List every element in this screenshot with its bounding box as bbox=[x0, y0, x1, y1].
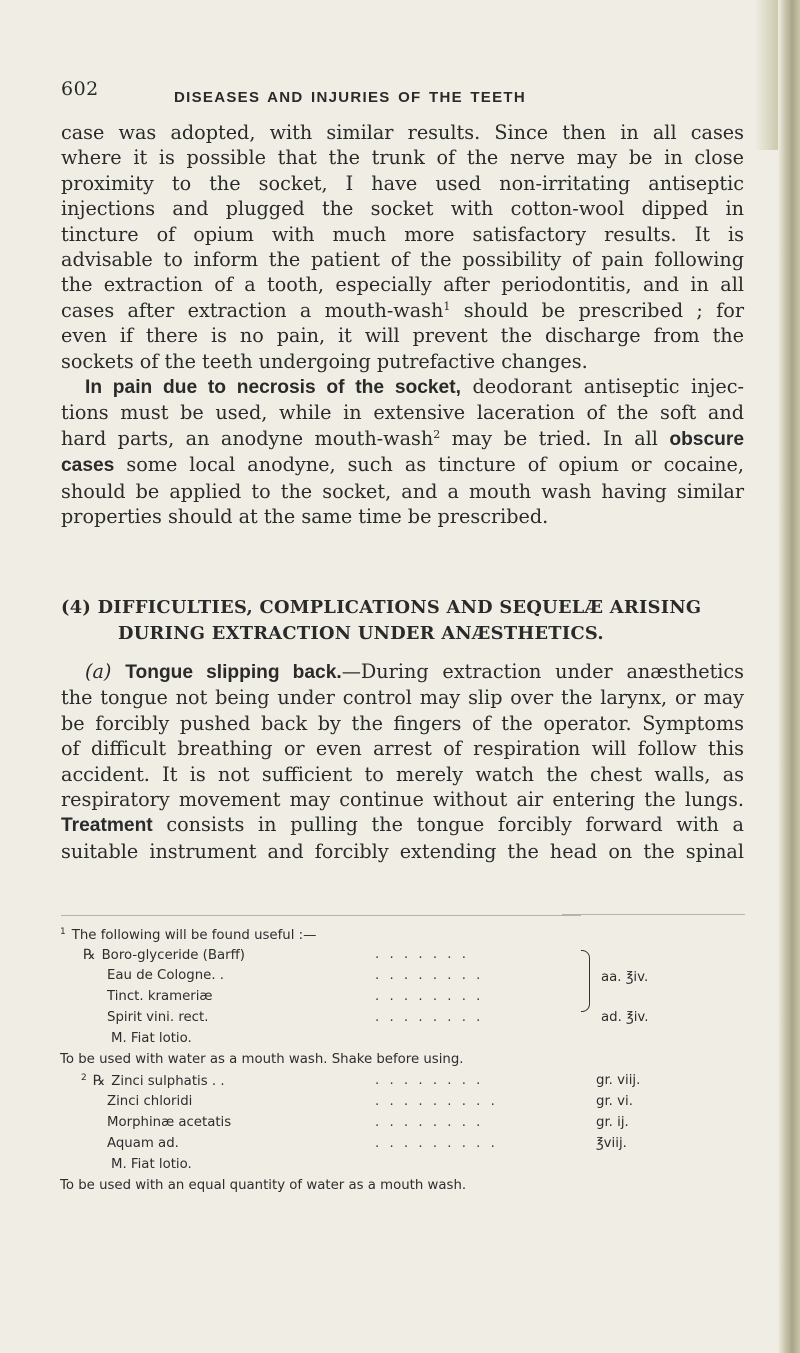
dose: gr. vi. bbox=[596, 1094, 633, 1109]
text-run: should be prescribed ; for bbox=[463, 298, 744, 322]
heading-line: (4) DIFFICULTIES, COMPLICATIONS AND SEQUELÆ ARISING bbox=[61, 597, 702, 618]
text-line: suitable instrument and forcibly extending the head on the spinal bbox=[61, 839, 744, 863]
text-line: even if there is no pain, it will prevent the discharge from the bbox=[61, 324, 744, 348]
fiat-line: M. Fiat lotio. bbox=[111, 1031, 192, 1046]
leader-dots: . . . . . . . . . bbox=[375, 1136, 498, 1151]
dose: aa. ℥iv. bbox=[601, 970, 649, 985]
text-line bbox=[61, 298, 744, 323]
footnote-text: The following will be found useful :— bbox=[71, 928, 317, 943]
text-line bbox=[61, 812, 744, 838]
recipe-line: Eau de Cologne. . bbox=[107, 968, 225, 983]
footnote-rule bbox=[0, 915, 800, 918]
directions-line: To be used with water as a mouth wash. Shake before using. bbox=[60, 1052, 464, 1067]
dose: ad. ℥iv. bbox=[601, 1010, 649, 1025]
text-line: the tongue not being under control may slip over the larynx, or may bbox=[61, 686, 744, 710]
text-line: should be applied to the socket, and a mouth wash having similar bbox=[61, 479, 744, 503]
recipe-line bbox=[83, 947, 245, 967]
leader-dots: . . . . . . . . . bbox=[375, 1094, 498, 1109]
leader-dots: . . . . . . . . bbox=[375, 1115, 484, 1130]
footnote-marker-2: 2 bbox=[433, 427, 441, 441]
bold-run: obscure bbox=[669, 428, 744, 450]
ingredient-name: Zinci chloridi bbox=[107, 1094, 193, 1109]
subsection-title: Tongue slipping back. bbox=[125, 662, 342, 683]
rule-segment bbox=[61, 915, 581, 916]
leader-dots: . . . . . . . . bbox=[375, 989, 484, 1004]
heading-line: DURING EXTRACTION UNDER ANÆSTHETICS. bbox=[118, 623, 604, 644]
recipe-line bbox=[107, 1115, 727, 1135]
leader-dots: . . . . . . . . bbox=[375, 968, 484, 983]
dose: ℥viij. bbox=[596, 1136, 627, 1151]
dose: gr. viij. bbox=[596, 1073, 641, 1088]
text-line bbox=[61, 659, 744, 685]
text-line: accident. It is not sufficient to merely watch the chest walls, as bbox=[61, 762, 744, 786]
text-line bbox=[61, 426, 744, 452]
bold-run: cases bbox=[61, 455, 115, 477]
text-line: injections and plugged the socket with cotton-wool dipped in bbox=[61, 197, 744, 221]
recipe-line bbox=[107, 1094, 727, 1114]
text-line bbox=[61, 452, 744, 478]
text-line: tincture of opium with much more satisfactory results. It is bbox=[61, 222, 744, 246]
recipe-line bbox=[107, 1010, 727, 1030]
text-run: may be tried. In all bbox=[451, 426, 658, 450]
text-line: properties should at the same time be prescribed. bbox=[61, 505, 549, 529]
leader-dots: . . . . . . . . bbox=[375, 1073, 484, 1088]
footnote-number: 1 bbox=[60, 927, 66, 937]
footnote-marker-1: 1 bbox=[443, 299, 451, 313]
recipe-symbol: ℞ bbox=[83, 947, 96, 963]
ingredient-name: Morphinæ acetatis bbox=[107, 1115, 232, 1130]
ingredient-name: Aquam ad. bbox=[107, 1136, 179, 1151]
text-line: where it is possible that the trunk of the nerve may be in close bbox=[61, 146, 744, 170]
fiat-line: M. Fiat lotio. bbox=[111, 1157, 192, 1172]
brace-shape bbox=[581, 950, 590, 1012]
text-line: case was adopted, with similar results. Since then in all cases bbox=[61, 121, 744, 144]
text-line: of difficult breathing or even arrest of respiration will follow this bbox=[61, 737, 744, 761]
bold-lead: In pain due to necrosis of the socket, bbox=[85, 377, 461, 399]
ingredient-name: Zinci sulphatis . . bbox=[111, 1074, 225, 1089]
text-run: consists in pulling the tongue forcibly forward with a bbox=[166, 813, 744, 837]
section-heading bbox=[61, 595, 744, 647]
recipe-symbol: ℞ bbox=[92, 1073, 106, 1089]
page-edge-shadow bbox=[778, 0, 800, 1353]
text-run: hard parts, an anodyne mouth-wash bbox=[61, 426, 434, 450]
recipe-line bbox=[81, 1073, 701, 1093]
rule-segment bbox=[562, 914, 745, 915]
recipe-line bbox=[107, 1136, 727, 1156]
text-line: advisable to inform the patient of the possibility of pain following bbox=[61, 248, 744, 272]
text-line: proximity to the socket, I have used non-irritating antiseptic bbox=[61, 171, 744, 195]
recipe-line: Tinct. krameriæ bbox=[107, 989, 213, 1004]
leader-dots: . . . . . . . bbox=[375, 947, 469, 962]
ingredient-name: Spirit vini. rect. bbox=[107, 1010, 209, 1025]
page-header bbox=[0, 78, 800, 108]
text-line: be forcibly pushed back by the fingers of the operator. Symptoms bbox=[61, 711, 744, 735]
text-run: —During extraction under anæsthetics bbox=[341, 660, 745, 683]
text-line bbox=[61, 374, 744, 400]
dose: gr. ij. bbox=[596, 1115, 629, 1130]
footnote-1-recipe bbox=[60, 944, 760, 1014]
subsection-label: (a) bbox=[85, 660, 112, 683]
footnote-number: 2 bbox=[81, 1073, 87, 1083]
text-run: some local anodyne, such as tincture of opium or cocaine, bbox=[126, 453, 744, 477]
text-line: tions must be used, while in extensive laceration of the soft and bbox=[61, 401, 744, 425]
running-head: DISEASES AND INJURIES OF THE TEETH bbox=[174, 89, 527, 106]
text-run: cases after extraction a mouth-wash bbox=[61, 298, 444, 322]
bold-run: Treatment bbox=[61, 815, 153, 837]
text-run: deodorant antiseptic injec- bbox=[472, 375, 744, 399]
directions-line: To be used with an equal quantity of water as a mouth wash. bbox=[60, 1178, 467, 1193]
body-paragraphs bbox=[61, 120, 744, 530]
text-line: sockets of the teeth undergoing putrefactive changes. bbox=[61, 349, 588, 373]
ingredient-name: Boro-glyceride (Barff) bbox=[101, 948, 245, 963]
leader-dots: . . . . . . . . bbox=[375, 1010, 484, 1025]
section-a-paragraph bbox=[61, 659, 744, 864]
text-line: respiratory movement may continue without air entering the lungs. bbox=[61, 788, 744, 812]
page-number: 602 bbox=[61, 78, 99, 100]
text-line: the extraction of a tooth, especially after periodontitis, and in all bbox=[61, 273, 744, 297]
